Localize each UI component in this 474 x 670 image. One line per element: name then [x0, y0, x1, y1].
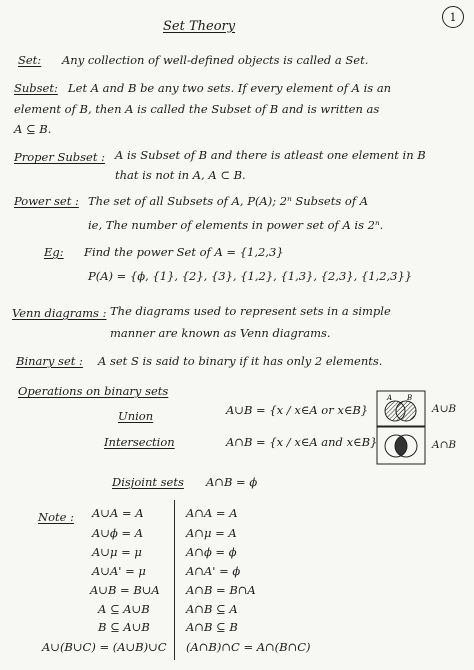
- page-title: Set Theory: [163, 19, 236, 34]
- note-right-item: (A∩B)∩C = A∩(B∩C): [186, 640, 311, 654]
- proper-subset-line-2: that is not in A, A ⊂ B.: [115, 168, 246, 182]
- note-right-item: A∩A' = ϕ: [186, 564, 241, 578]
- note-left-item: A∪μ = μ: [92, 545, 142, 559]
- note-right-item: A∩ϕ = ϕ: [186, 545, 237, 559]
- proper-subset-line-1: A is Subset of B and there is atleast one element in B: [115, 148, 426, 162]
- subset-line-1: Let A and B be any two sets. If every element of A is an: [68, 81, 392, 95]
- power-set-line-2: ie, The number of elements in power set of A is 2ⁿ.: [88, 218, 384, 232]
- union-venn-diagram: [376, 390, 426, 428]
- example-line-2: P(A) = {ϕ, {1}, {2}, {3}, {1,2}, {1,3}, {2,3}, {1,2,3}}: [88, 269, 413, 283]
- venn-label: Venn diagrams :: [12, 306, 107, 320]
- union-definition: A∪B = {x / x∈A or x∈B}: [226, 403, 369, 417]
- page-number: 1: [442, 6, 464, 28]
- binary-set-definition: A set S is said to binary if it has only 2 elements.: [98, 354, 383, 368]
- example-label: Eg:: [44, 245, 64, 259]
- disjoint-label: Disjoint sets: [112, 475, 184, 489]
- note-divider: [174, 500, 175, 660]
- intersection-label: Intersection: [104, 435, 175, 449]
- subset-line-3: A ⊆ B.: [14, 122, 52, 136]
- note-right-item: A∩μ = A: [186, 526, 237, 540]
- disjoint-definition: A∩B = ϕ: [206, 475, 258, 489]
- note-left-item: A∪A = A: [92, 506, 144, 520]
- note-left-item: B ⊆ A∪B: [98, 620, 150, 634]
- note-left-item: A∪B = B∪A: [90, 583, 160, 597]
- note-right-item: A∩B ⊆ A: [186, 602, 238, 616]
- operations-heading: Operations on binary sets: [18, 384, 169, 398]
- binary-set-label: Binary set :: [16, 354, 83, 368]
- note-right-item: A∩A = A: [186, 506, 238, 520]
- set-label: Set:: [18, 53, 42, 67]
- note-label: Note :: [38, 510, 74, 524]
- union-figure-label: A∪B: [432, 403, 457, 415]
- note-right-item: A∩B ⊆ B: [186, 620, 238, 634]
- intersection-figure-label: A∩B: [432, 439, 457, 451]
- set-definition: Any collection of well-defined objects is called a Set.: [62, 53, 369, 67]
- proper-subset-label: Proper Subset :: [14, 150, 105, 164]
- union-venn-a: A: [387, 394, 393, 402]
- union-venn-b: B: [407, 394, 413, 402]
- subset-line-2: element of B, then A is called the Subset of B and is written as: [14, 102, 380, 116]
- venn-line-1: The diagrams used to represent sets in a simple: [110, 304, 391, 318]
- power-set-label: Power set :: [14, 194, 79, 208]
- note-left-item: A∪ϕ = A: [92, 526, 144, 540]
- note-left-item: A∪A' = μ: [92, 564, 146, 578]
- note-right-item: A∩B = B∩A: [186, 583, 256, 597]
- subset-label: Subset:: [14, 81, 58, 95]
- note-left-item: A ⊆ A∪B: [98, 602, 150, 616]
- union-label: Union: [118, 409, 154, 423]
- intersection-definition: A∩B = {x / x∈A and x∈B}: [226, 435, 378, 449]
- venn-line-2: manner are known as Venn diagrams.: [110, 326, 331, 340]
- intersection-venn-diagram: [376, 425, 426, 465]
- example-line-1: Find the power Set of A = {1,2,3}: [84, 245, 284, 259]
- power-set-line-1: The set of all Subsets of A, P(A); 2ⁿ Subsets of A: [88, 194, 369, 208]
- note-left-item: A∪(B∪C) = (A∪B)∪C: [42, 640, 167, 654]
